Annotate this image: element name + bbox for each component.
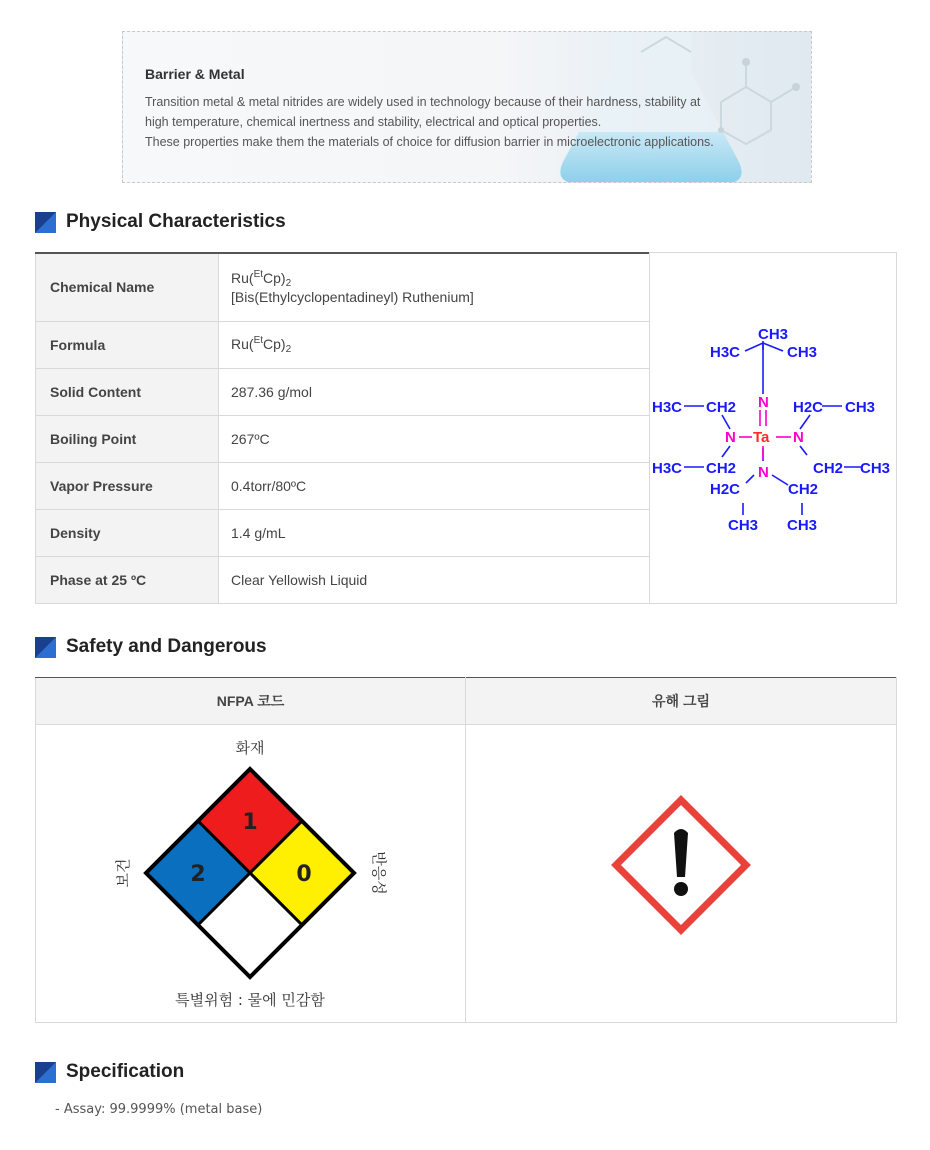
nfpa-fire-label: 화재 [235,739,265,757]
atom-label: CH2 [788,481,819,498]
banner-description [145,92,795,152]
column-header: NFPA 코드 [36,678,466,725]
column-header: 유해 그림 [466,678,897,725]
atom-label: H3C [652,460,683,477]
atom-label: CH3 [758,326,789,343]
chemical-full-name: [Bis(Ethylcyclopentadineyl) Ruthenium] [231,289,474,306]
nfpa-health-label: 보건 [114,858,132,888]
formula-part: Ru( [231,335,254,352]
row-label: Phase at 25 ºC [36,556,219,603]
table-row [36,556,650,603]
section-title: Specification [66,1061,185,1082]
banner-line: These properties make them the materials of choice for diffusion barrier in microelectronic applications. [145,135,714,149]
row-label: Solid Content [36,368,219,415]
nitrogen-label: N [758,464,769,481]
table-row [36,509,650,556]
atom-label: H3C [710,344,741,361]
safety-table [35,677,897,1023]
metal-label: Ta [753,429,770,446]
nitrogen-label: N [725,429,736,446]
atom-label: CH3 [845,399,876,416]
formula-part: Cp) [263,270,286,287]
table-row [36,321,650,368]
nitrogen-label: N [758,394,769,411]
row-value [219,253,650,321]
section-title: Physical Characteristics [66,211,286,232]
banner-title: Barrier & Metal [145,66,245,82]
row-label: Density [36,509,219,556]
atom-label: H2C [710,481,741,498]
atom-label: CH3 [728,517,759,534]
formula-part: Ru( [231,270,254,287]
specification-heading [35,1060,184,1084]
nfpa-reactivity-value: 0 [296,862,312,887]
section-square-icon [35,1062,56,1083]
formula-sup: Et [253,269,264,281]
table-row [36,253,650,321]
row-value: 1.4 g/mL [219,509,650,556]
section-square-icon [35,212,56,233]
assay-spec: - Assay: 99.9999% (metal base) [55,1102,263,1117]
atom-label: CH2 [813,460,844,477]
row-label: Chemical Name [36,253,219,321]
nfpa-reactivity-label: 반응성 [370,851,388,895]
physical-table [35,252,649,604]
atom-label: CH3 [860,460,891,477]
nitrogen-label: N [793,429,804,446]
table-header-row [36,678,897,725]
row-value: Clear Yellowish Liquid [219,556,650,603]
atom-label: H2C [793,399,824,416]
atom-label: H3C [652,399,683,416]
atom-label: CH3 [787,517,818,534]
atom-label: CH3 [787,344,818,361]
pictogram-cell [466,725,897,1023]
table-row [36,415,650,462]
nfpa-cell [36,725,466,1023]
row-value: 287.36 g/mol [219,368,650,415]
nfpa-health-value: 2 [190,862,206,887]
row-label: Vapor Pressure [36,462,219,509]
atom-label: CH2 [706,399,737,416]
row-label: Formula [36,321,219,368]
formula-sup: Et [253,334,264,346]
row-value [219,321,650,368]
table-row [36,725,897,1023]
nfpa-fire-value: 1 [242,810,258,835]
intro-banner [122,31,812,183]
banner-line: Transition metal & metal nitrides are widely used in technology because of their hardness, stability at [145,95,701,109]
nfpa-special-label: 특별위험 : 물에 민감함 [175,991,325,1009]
section-title: Safety and Dangerous [66,636,267,657]
nfpa-diamond [36,725,466,1023]
banner-line: high temperature, chemical inertness and stability, electrical and optical properties. [145,115,602,129]
table-row [36,462,650,509]
table-row [36,368,650,415]
row-value: 267ºC [219,415,650,462]
physical-heading [35,210,286,234]
atom-label: CH2 [706,460,737,477]
row-label: Boiling Point [36,415,219,462]
formula-part: Cp) [263,335,286,352]
safety-heading [35,635,267,659]
formula-sub: 2 [285,343,292,355]
chemical-structure-panel [649,252,897,604]
exclamation-hazard-icon [466,725,898,1023]
section-square-icon [35,637,56,658]
formula-sub: 2 [285,278,292,290]
row-value: 0.4torr/80ºC [219,462,650,509]
chemical-structure [650,253,898,605]
